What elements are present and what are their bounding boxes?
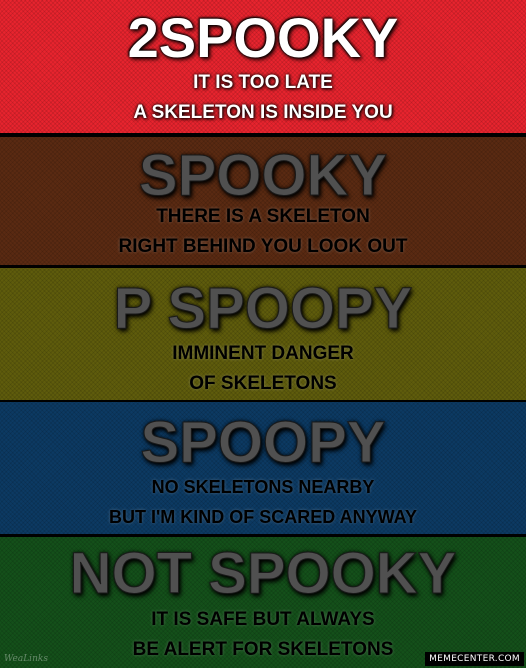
level-spooky-band — [0, 137, 526, 265]
level-not-spooky-band — [0, 537, 526, 668]
watermark-left: WeaLinks — [4, 654, 48, 664]
level-description-line-2: BUT I'M KIND OF SCARED ANYWAY — [109, 507, 417, 527]
level-description — [0, 472, 526, 532]
level-description — [0, 202, 526, 262]
level-2spooky-band — [0, 0, 526, 133]
level-description-line-2: OF SKELETONS — [189, 373, 337, 394]
level-spoopy-band — [0, 402, 526, 534]
level-title: SPOOKY — [138, 143, 388, 208]
level-description-line-2: RIGHT BEHIND YOU LOOK OUT — [118, 236, 408, 257]
level-description — [0, 339, 526, 399]
level-title: NOT SPOOKY — [69, 541, 457, 606]
level-description-line-1: IT IS TOO LATE — [193, 72, 333, 93]
level-description-line-1: NO SKELETONS NEARBY — [151, 477, 375, 497]
level-description-line-1: THERE IS A SKELETON — [156, 206, 370, 227]
level-title: SPOOPY — [140, 410, 386, 475]
level-description-line-2: BE ALERT FOR SKELETONS — [132, 639, 394, 660]
level-description — [0, 68, 526, 128]
level-title: 2SPOOKY — [127, 6, 399, 69]
level-description-line-2: A SKELETON IS INSIDE YOU — [133, 102, 393, 123]
level-description-line-1: IT IS SAFE BUT ALWAYS — [151, 609, 375, 630]
level-description-line-1: IMMINENT DANGER — [172, 343, 354, 364]
watermark-memecenter: MEMECENTER.COM — [425, 652, 524, 666]
level-p-spoopy-band — [0, 268, 526, 400]
level-title: P SPOOPY — [113, 276, 413, 341]
